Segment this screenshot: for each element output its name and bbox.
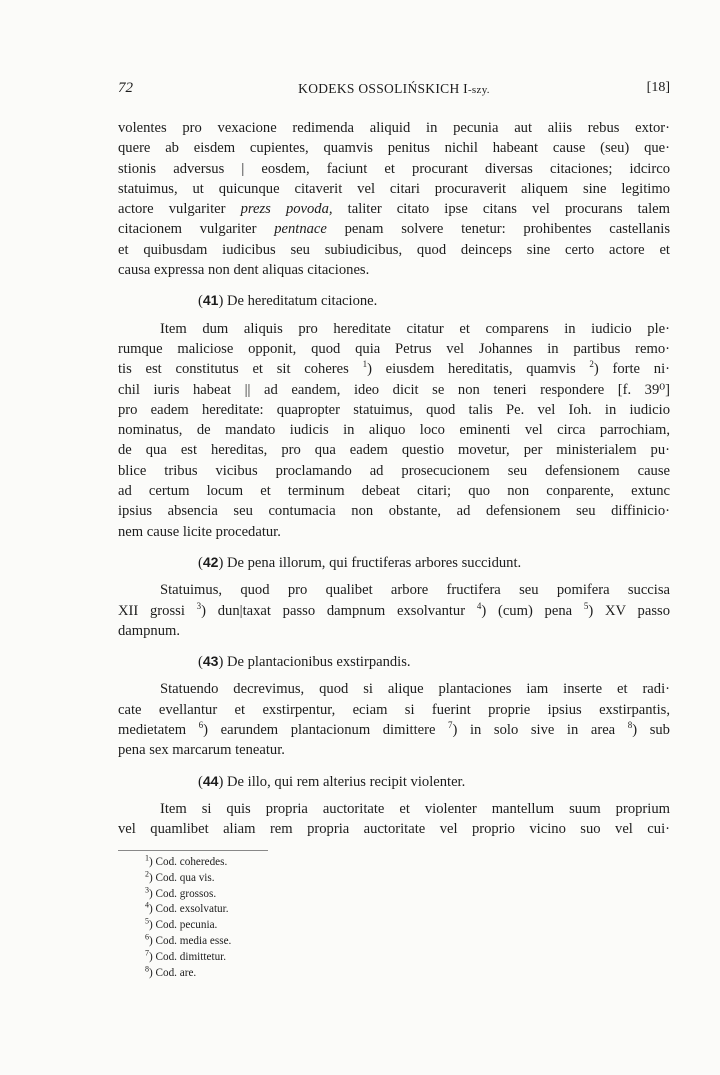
text-segment: actore vulgariter bbox=[118, 201, 241, 218]
section-title: De illo, qui rem alterius recipit violenter. bbox=[226, 773, 466, 790]
vernacular-term: pentnace bbox=[274, 221, 327, 238]
text-segment: ) sub bbox=[632, 722, 670, 739]
running-title-main: KODEKS OSSOLIŃSKICH I bbox=[298, 81, 468, 96]
text-line: stionis adversus | eosdem, faciunt et procurant diversas citaciones; idcirco bbox=[118, 160, 670, 177]
text-line: rumque maliciose opponit, quod quia Petrus vel Johannes in partibus remo· bbox=[118, 340, 670, 357]
text-segment: ) dun|taxat passo dampnum exsolvantur bbox=[201, 602, 477, 619]
footnote-mark: 1 bbox=[145, 853, 149, 863]
footnote-text: ) Cod. pecunia. bbox=[149, 919, 218, 932]
footnote-ref: 7 bbox=[448, 720, 453, 731]
text-line: nominatus, de mandato iudicis in aliquo loco eminenti vel circa parrochiam, bbox=[118, 422, 670, 439]
text-line: pena sex marcarum teneatur. bbox=[118, 742, 285, 759]
footnote-text: ) Cod. grossos. bbox=[149, 887, 217, 900]
running-header bbox=[118, 80, 670, 102]
footnote-ref: 1 bbox=[362, 359, 368, 370]
text-line: volentes pro vexacione redimenda aliquid in pecunia aut aliis rebus extor· bbox=[118, 120, 670, 136]
text-line: pro eadem hereditate: quapropter statuimus, quod talis Pe. vel Ioh. in iudicio bbox=[118, 401, 670, 418]
section-number: 42 bbox=[202, 553, 219, 570]
text-line: Item dum aliquis pro hereditate citatur et comparens in iudicio ple· bbox=[160, 320, 670, 337]
text-line: Statuendo decrevimus, quod si alique plantaciones iam inserte et radi· bbox=[160, 681, 670, 698]
footnote-text: ) Cod. qua vis. bbox=[149, 871, 215, 884]
footnote-text: ) Cod. media esse. bbox=[149, 934, 232, 947]
vernacular-term: prezs povoda, bbox=[240, 201, 333, 218]
footnote-mark: 6 bbox=[145, 932, 149, 942]
footnote-ref: 2 bbox=[589, 359, 594, 370]
section-number: 41 bbox=[202, 292, 219, 309]
footnote-mark: 4 bbox=[145, 900, 149, 910]
footnote-mark: 5 bbox=[145, 916, 149, 926]
text-segment: XII grossi bbox=[118, 602, 197, 619]
text-segment: medietatem bbox=[118, 722, 199, 739]
footnote-text: ) Cod. are. bbox=[149, 966, 197, 979]
section-heading: (43) De plantacionibus exstirpandis. bbox=[198, 653, 411, 671]
text-line: statuimus, ut quicunque citaverit vel citari procuraverit aliquem sine legitimo bbox=[118, 180, 670, 197]
footnote bbox=[145, 934, 231, 950]
text-segment: ) in solo sive in area bbox=[452, 722, 628, 739]
section-heading: (44) De illo, qui rem alterius recipit violenter. bbox=[198, 772, 466, 790]
footnote-ref: 6 bbox=[198, 720, 204, 731]
section-title: De hereditatum citacione. bbox=[226, 293, 378, 310]
text-segment: tis est constitutus et sit coheres bbox=[118, 361, 363, 378]
running-title bbox=[118, 81, 670, 97]
text-segment: ) XV passo bbox=[588, 602, 670, 619]
text-line bbox=[118, 219, 670, 239]
text-line: de qua est hereditas, pro qua eadem questio movetur, per ministerialem pu· bbox=[118, 442, 670, 459]
page-number: 72 bbox=[118, 80, 133, 96]
section-title: De pena illorum, qui fructiferas arbores succidunt. bbox=[226, 554, 522, 571]
text-line bbox=[118, 199, 670, 219]
text-line: vel quamlibet aliam rem propria auctoritate vel proprio vicino suo vel cui· bbox=[118, 821, 670, 838]
text-segment: taliter citato ipse citans vel procurans talem bbox=[332, 201, 671, 218]
footnote bbox=[145, 871, 231, 887]
text-line: ipsius absencia seu contumacia non obstante, ad defensionem seu diffinicio· bbox=[118, 503, 670, 520]
text-line: blice tribus vicibus proclamando ad prosecucionem seu defensionem cause bbox=[118, 462, 670, 479]
footnote-ref: 4 bbox=[476, 600, 482, 611]
footnote-mark: 3 bbox=[145, 884, 149, 894]
text-segment: ) (cum) pena bbox=[481, 602, 584, 619]
footnote bbox=[145, 963, 231, 982]
footnotes bbox=[145, 855, 231, 981]
section-heading: (41) De hereditatum citacione. bbox=[198, 292, 378, 310]
text-line: cate evellantur et exstirpentur, eciam si fuerint proprie ipsius exstirpantis, bbox=[118, 701, 670, 718]
footnote-ref: 3 bbox=[196, 600, 202, 611]
footnote-rule bbox=[118, 850, 268, 851]
footnote-text: ) Cod. exsolvatur. bbox=[149, 903, 229, 916]
section-title: De plantacionibus exstirpandis. bbox=[226, 654, 411, 671]
section-reference: [18] bbox=[646, 80, 670, 95]
section-heading: (42) De pena illorum, qui fructiferas arbores succidunt. bbox=[198, 553, 522, 571]
text-line bbox=[118, 359, 670, 379]
section-number: 43 bbox=[202, 653, 219, 670]
text-line: et quibusdam iudicibus seu subiudicibus, quod deinceps sine certo actore et bbox=[118, 241, 670, 258]
footnote bbox=[145, 918, 231, 934]
text-line bbox=[118, 720, 670, 740]
text-line: dampnum. bbox=[118, 622, 181, 639]
footnote-mark: 7 bbox=[145, 948, 149, 958]
text-line: causa expressa non dent aliquas citaciones. bbox=[118, 262, 370, 279]
footnote bbox=[145, 950, 231, 966]
text-line: Item si quis propria auctoritate et violenter mantellum suum proprium bbox=[160, 800, 670, 817]
text-line bbox=[118, 601, 670, 621]
text-line: ad certum locum et terminum debeat citari; quo non conparente, extunc bbox=[118, 483, 670, 500]
footnote bbox=[145, 902, 231, 918]
footnote-text: ) Cod. dimittetur. bbox=[149, 950, 227, 963]
text-segment: ) earundem plantacionum dimittere bbox=[203, 722, 449, 739]
text-segment: ) forte ni· bbox=[593, 361, 670, 378]
footnote bbox=[145, 855, 231, 871]
text-line: Statuimus, quod pro qualibet arbore fructifera seu pomifera succisa bbox=[160, 582, 670, 599]
text-line: nem cause licite procedatur. bbox=[118, 523, 281, 540]
main-text bbox=[118, 118, 670, 840]
footnote-ref: 8 bbox=[627, 720, 633, 731]
footnote-mark: 2 bbox=[145, 869, 149, 879]
text-segment: penam solvere tenetur: prohibentes castellanis bbox=[326, 221, 670, 238]
text-line: quere ab eisdem cupientes, quamvis penitus nichil habeant cause (seu) que· bbox=[118, 140, 670, 157]
footnote-text: ) Cod. coheredes. bbox=[149, 856, 228, 868]
section-number: 44 bbox=[202, 772, 219, 789]
running-title-suffix: -szy. bbox=[467, 84, 490, 96]
text-segment: ) eiusdem hereditatis, quamvis bbox=[367, 361, 590, 378]
footnote-ref: 5 bbox=[583, 600, 589, 611]
footnote bbox=[145, 884, 231, 903]
footnote-mark: 8 bbox=[145, 963, 149, 973]
text-segment: citacionem vulgariter bbox=[118, 221, 275, 238]
text-line: chil iuris habeat || ad eandem, ideo dicit se non teneri respondere [f. 39⁰] bbox=[118, 381, 670, 398]
